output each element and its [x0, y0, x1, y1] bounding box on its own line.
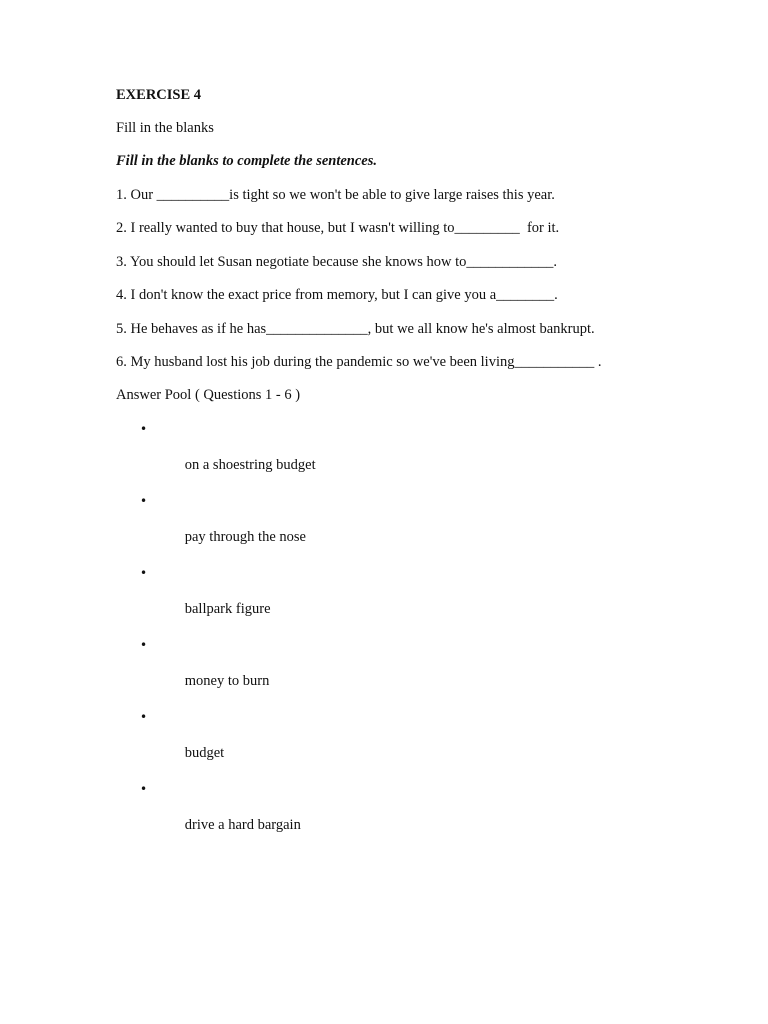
bullet-icon: •	[140, 494, 148, 508]
question-2: 2. I really wanted to buy that house, but I wasn't willing to_________ for it.	[116, 220, 560, 236]
question-4: 4. I don't know the exact price from memory, but I can give you a________.	[116, 287, 558, 303]
exercise-title: EXERCISE 4	[116, 87, 202, 103]
exercise-subtitle: Fill in the blanks	[116, 120, 214, 136]
answer-pool-item-text: drive a hard bargain	[184, 817, 301, 833]
answer-pool-item-text: budget	[184, 745, 225, 761]
answer-pool-item	[116, 708, 736, 780]
answer-pool-item	[116, 492, 736, 564]
bullet-icon: •	[140, 638, 148, 652]
answer-pool-item-text: pay through the nose	[184, 529, 306, 545]
bullet-icon: •	[140, 710, 148, 724]
question-1: 1. Our __________is tight so we won't be able to give large raises this year.	[116, 186, 555, 203]
question-5: 5. He behaves as if he has______________, but we all know he's almost bankrupt.	[116, 320, 595, 337]
answer-pool-item	[116, 564, 736, 636]
answer-pool-item-text: money to burn	[184, 673, 270, 689]
bullet-icon: •	[140, 782, 148, 796]
bullet-icon: •	[140, 422, 148, 436]
answer-pool-item-text: on a shoestring budget	[184, 457, 316, 473]
answer-pool-title: Answer Pool ( Questions 1 - 6 )	[116, 387, 301, 403]
question-6: 6. My husband lost his job during the pandemic so we've been living___________ .	[116, 354, 602, 370]
exercise-instruction: Fill in the blanks to complete the sentences.	[116, 153, 377, 169]
answer-pool-list	[116, 420, 736, 852]
answer-pool-item	[116, 780, 736, 852]
answer-pool-item	[116, 420, 736, 492]
answer-pool-item-text: ballpark figure	[184, 601, 271, 617]
answer-pool-item	[116, 636, 736, 708]
bullet-icon: •	[140, 566, 148, 580]
question-3: 3. You should let Susan negotiate because she knows how to____________.	[116, 253, 558, 270]
worksheet	[116, 86, 736, 852]
